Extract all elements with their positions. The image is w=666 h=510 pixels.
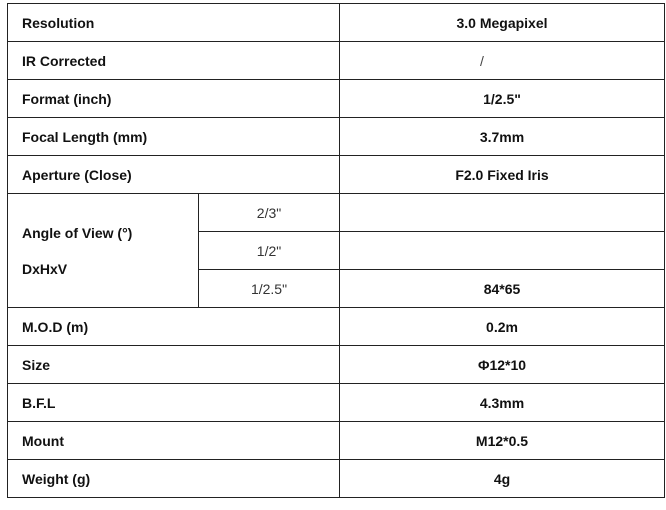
- angle-of-view-title: Angle of View (°): [22, 224, 133, 241]
- row-label-size: Size: [8, 346, 340, 384]
- table-row: [8, 346, 665, 384]
- row-label-bfl: B.F.L: [8, 384, 340, 422]
- row-label-focal-length: Focal Length (mm): [8, 118, 340, 156]
- row-label-aperture: Aperture (Close): [8, 156, 340, 194]
- row-value-resolution: 3.0 Megapixel: [340, 4, 665, 42]
- table-row: [8, 194, 665, 232]
- aov-value-1-2: [340, 232, 665, 270]
- table-row: [8, 42, 665, 80]
- aov-format-2-3: 2/3": [199, 194, 340, 232]
- table-row: [8, 308, 665, 346]
- row-value-aperture: F2.0 Fixed Iris: [340, 156, 665, 194]
- table-row: [8, 4, 665, 42]
- row-value-bfl: 4.3mm: [340, 384, 665, 422]
- table-row: [8, 460, 665, 498]
- table-row: [8, 384, 665, 422]
- aov-format-1-2: 1/2": [199, 232, 340, 270]
- row-value-ir-corrected: /: [340, 42, 665, 80]
- row-label-format: Format (inch): [8, 80, 340, 118]
- aov-value-1-2-5: 84*65: [340, 270, 665, 308]
- table-row: [8, 422, 665, 460]
- angle-of-view-dxhxv: DxHxV: [22, 260, 68, 277]
- aov-value-2-3: [340, 194, 665, 232]
- row-value-format: 1/2.5": [340, 80, 665, 118]
- angle-of-view-label: [8, 194, 199, 308]
- row-value-mod: 0.2m: [340, 308, 665, 346]
- row-label-mount: Mount: [8, 422, 340, 460]
- row-label-mod: M.O.D (m): [8, 308, 340, 346]
- aov-format-1-2-5: 1/2.5": [199, 270, 340, 308]
- row-label-resolution: Resolution: [8, 4, 340, 42]
- row-value-focal-length: 3.7mm: [340, 118, 665, 156]
- spec-table: [7, 3, 665, 498]
- row-value-weight: 4g: [340, 460, 665, 498]
- table-row: [8, 156, 665, 194]
- table-row: [8, 80, 665, 118]
- row-label-weight: Weight (g): [8, 460, 340, 498]
- row-label-ir-corrected: IR Corrected: [8, 42, 340, 80]
- table-row: [8, 118, 665, 156]
- row-value-mount: M12*0.5: [340, 422, 665, 460]
- row-value-size: Φ12*10: [340, 346, 665, 384]
